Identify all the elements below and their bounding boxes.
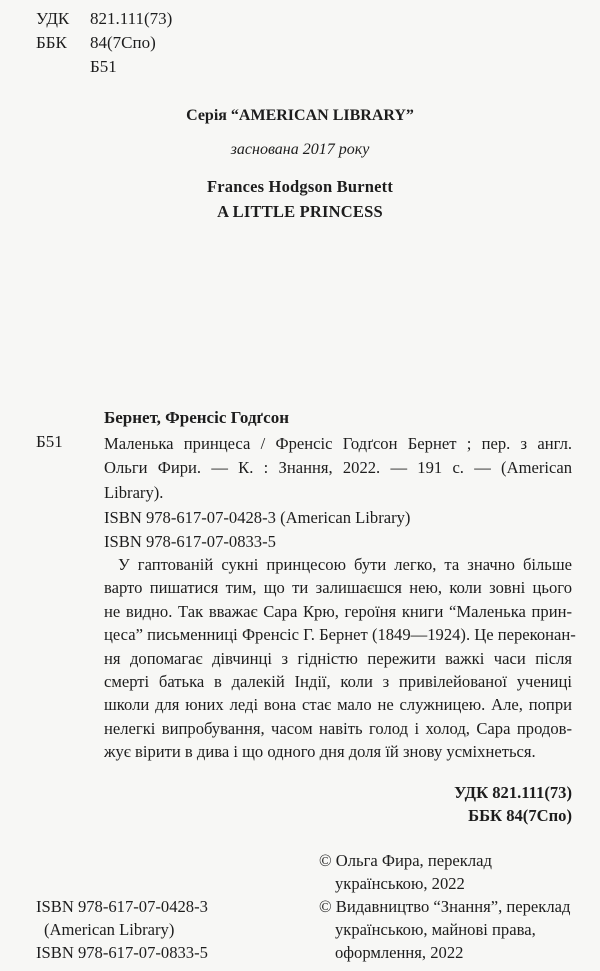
original-title: A LITTLE PRINCESS [217,202,383,221]
catalog-mark: Б51 [36,432,63,451]
author-mark: Б51 [90,57,117,76]
catalog-description [104,432,572,505]
original-author: Frances Hodgson Burnett [206,177,394,196]
series-founded: заснована 2017 року [230,141,370,158]
copyright-line: © Ольга Фира, переклад [319,851,492,870]
catalog-author-heading: Бернет, Френсіс Годґсон [104,408,289,427]
bottom-isbn-line: ISBN 978-617-07-0833-5 [36,943,208,963]
udk-value: 821.111(73) [90,9,173,28]
bbk-value: 84(7Спо) [90,33,156,52]
bottom-isbn [36,895,208,965]
classification-bbk: ББК 84(7Спо) [468,806,572,825]
annotation-line: школи для юних леді вона стає мало не служницею. Але, попри [104,695,572,715]
annotation-line: смерті батька в далекій Індії, коли з привілейованої учениці [104,672,572,692]
catalog-line: Маленька принцеса / Френсіс Годґсон Бернет ; пер. з англ. [104,434,572,453]
catalog-isbn-2: ISBN 978-617-07-0833-5 [104,532,276,551]
annotation-line: ня допомагає дівчинці з гідністю пережити важкі часи після [104,648,572,668]
annotation-line: нелегкі випробування, часом навіть голод і холод, Сара продов- [104,718,572,738]
bbk-label: ББК [36,33,67,52]
copyright-line: українською, майнові права, [335,920,536,940]
copyright-translator [319,849,492,895]
catalog-isbn-1: ISBN 978-617-07-0428-3 (American Library) [104,508,411,527]
annotation [104,553,576,764]
annotation-line: не видно. Так вважає Сара Крю, героїня книги “Маленька прин- [104,601,572,621]
copyright-line: українською, 2022 [335,874,465,894]
annotation-line: У гаптованій сукні принцесою бути легко, та значно більше [118,555,572,574]
annotation-line: жує вірити в дива і що одного дня доля їй знову усміхнеться. [104,742,536,762]
annotation-line: варто пишатися тим, що ти залишаєшся нею, коли зовні цього [104,578,572,598]
copyright-publisher [319,895,570,965]
bottom-isbn-line: (American Library) [44,920,175,940]
copyright-line: оформлення, 2022 [335,943,464,963]
classification-udk: УДК 821.111(73) [454,783,572,802]
catalog-line: Library). [104,482,164,502]
udk-label: УДК [36,9,70,28]
series-title: Серія “AMERICAN LIBRARY” [186,107,414,124]
annotation-line: цеса” письменниці Френсіс Г. Бернет (1849—1924). Це переконан- [104,625,576,645]
catalog-line: Ольги Фири. — К. : Знання, 2022. — 191 с. — (American [104,458,572,478]
copyright-line: © Видавництво “Знання”, переклад [319,897,571,916]
bottom-isbn-line: ISBN 978-617-07-0428-3 [36,897,208,916]
